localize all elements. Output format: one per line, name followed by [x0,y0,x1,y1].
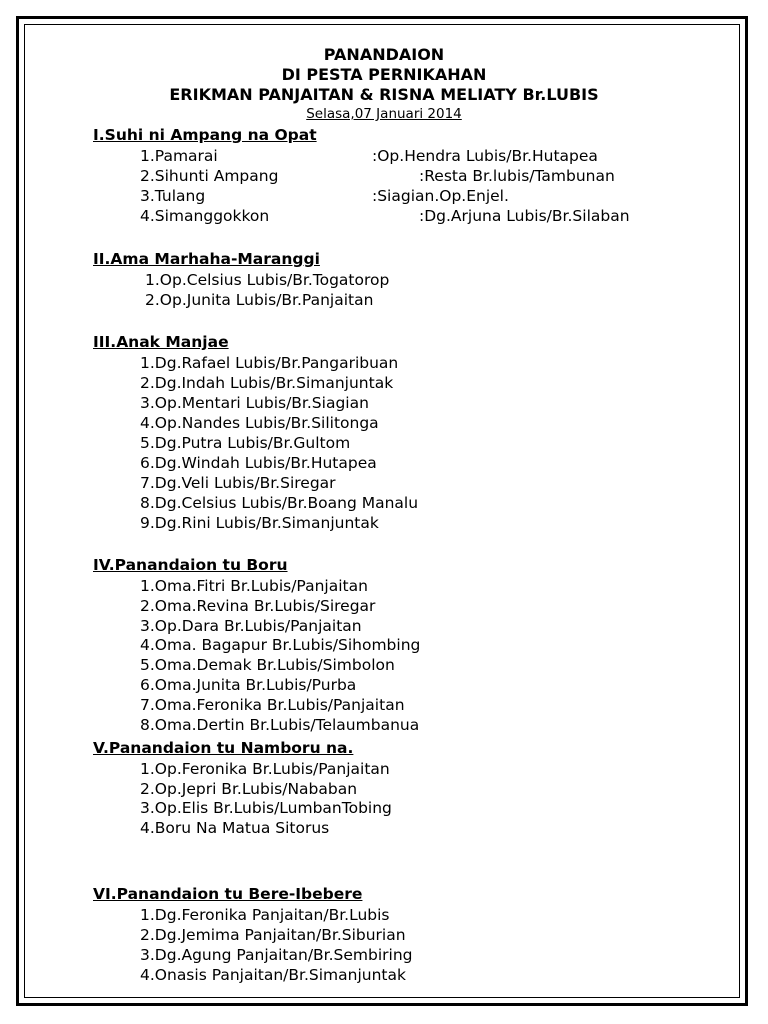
list-item: 8.Oma.Dertin Br.Lubis/Telaumbanua [140,716,420,734]
section-heading-2: II.Ama Marhaha-Maranggi [93,250,320,268]
list-item: 1.Dg.Feronika Panjaitan/Br.Lubis [140,906,390,924]
list-item: 4.Onasis Panjaitan/Br.Simanjuntak [140,966,406,984]
section-heading-4: IV.Panandaion tu Boru [93,556,288,574]
doc-title-line2: DI PESTA PERNIKAHAN [281,65,487,84]
list-item: 3.Dg.Agung Panjaitan/Br.Sembiring [140,946,413,964]
section-heading-5: V.Panandaion tu Namboru na. [93,739,354,757]
list-item: 2.Oma.Revina Br.Lubis/Siregar [140,597,376,615]
list-item: 4.Op.Nandes Lubis/Br.Silitonga [140,414,379,432]
list-item: 4.Boru Na Matua Sitorus [140,819,330,837]
list-item: 7.Dg.Veli Lubis/Br.Siregar [140,474,336,492]
list-item: 1.Op.Feronika Br.Lubis/Panjaitan [140,760,390,778]
doc-date: Selasa,07 Januari 2014 [306,106,462,122]
list-item: 2.Op.Jepri Br.Lubis/Nababan [140,780,358,798]
section-heading-6: VI.Panandaion tu Bere-Ibebere [93,885,363,903]
list-item: 1.Dg.Rafael Lubis/Br.Pangaribuan [140,354,399,372]
role-label: 4.Simanggokkon [140,207,270,225]
doc-title-line3: ERIKMAN PANJAITAN & RISNA MELIATY Br.LUBIS [169,85,599,104]
role-label: 1.Pamarai [140,147,218,165]
role-label: 3.Tulang [140,187,206,205]
section-heading-3: III.Anak Manjae [93,333,229,351]
list-item: 8.Dg.Celsius Lubis/Br.Boang Manalu [140,494,419,512]
list-item: 7.Oma.Feronika Br.Lubis/Panjaitan [140,696,405,714]
section-heading-1: I.Suhi ni Ampang na Opat [93,126,317,144]
list-item: 2.Dg.Jemima Panjaitan/Br.Siburian [140,926,406,944]
role-name: :Op.Hendra Lubis/Br.Hutapea [372,147,598,165]
list-item: 3.Op.Dara Br.Lubis/Panjaitan [140,617,362,635]
list-item: 5.Dg.Putra Lubis/Br.Gultom [140,434,351,452]
list-item: 3.Op.Elis Br.Lubis/LumbanTobing [140,799,392,817]
list-item: 1.Op.Celsius Lubis/Br.Togatorop [145,271,390,289]
list-item: 2.Op.Junita Lubis/Br.Panjaitan [145,291,374,309]
list-item: 2.Dg.Indah Lubis/Br.Simanjuntak [140,374,394,392]
role-name: :Resta Br.lubis/Tambunan [419,167,615,185]
list-item: 3.Op.Mentari Lubis/Br.Siagian [140,394,369,412]
role-name: :Siagian.Op.Enjel. [372,187,509,205]
doc-title-line1: PANANDAION [323,45,445,64]
list-item: 1.Oma.Fitri Br.Lubis/Panjaitan [140,577,368,595]
list-item: 6.Oma.Junita Br.Lubis/Purba [140,676,357,694]
list-item: 5.Oma.Demak Br.Lubis/Simbolon [140,656,395,674]
list-item: 9.Dg.Rini Lubis/Br.Simanjuntak [140,514,379,532]
list-item: 6.Dg.Windah Lubis/Br.Hutapea [140,454,377,472]
list-item: 4.Oma. Bagapur Br.Lubis/Sihombing [140,636,421,654]
role-name: :Dg.Arjuna Lubis/Br.Silaban [419,207,630,225]
role-label: 2.Sihunti Ampang [140,167,279,185]
